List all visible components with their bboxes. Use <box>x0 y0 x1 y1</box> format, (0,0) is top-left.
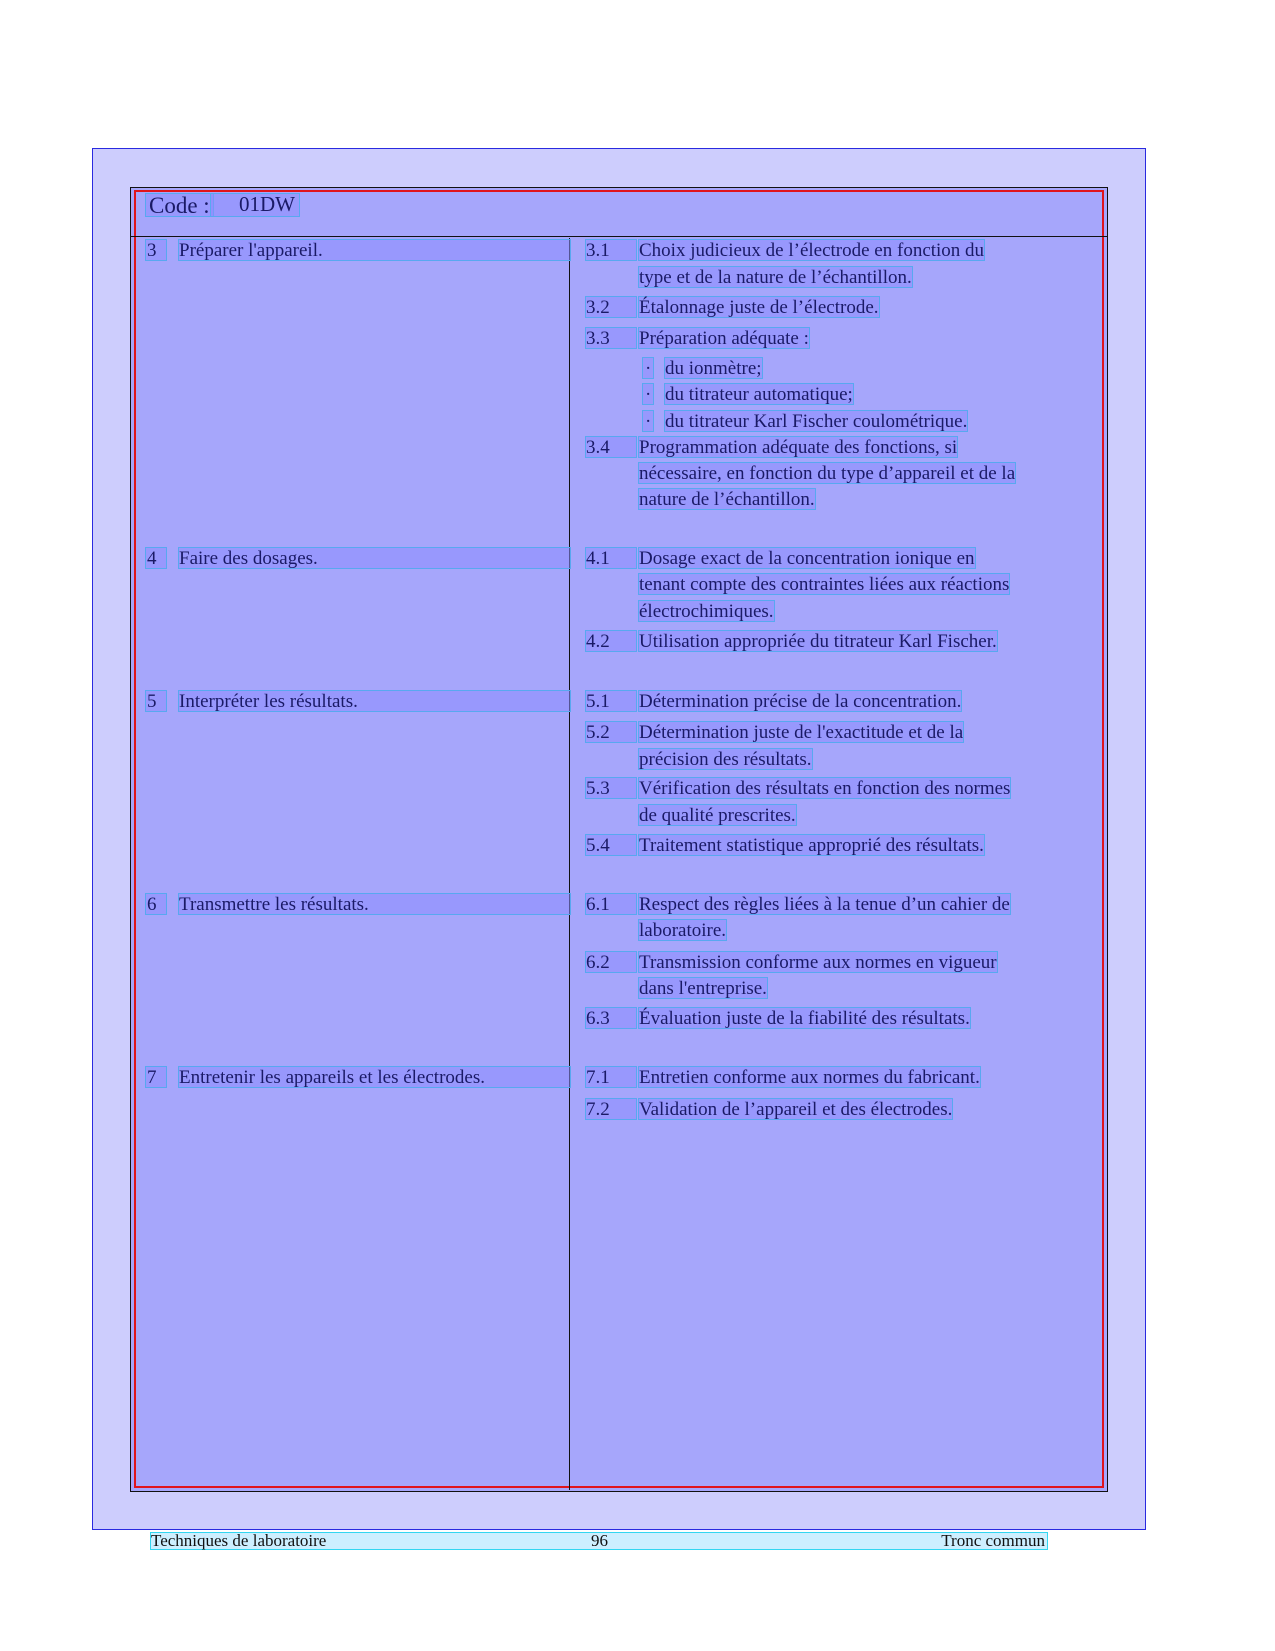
task-number: 3 <box>145 239 167 261</box>
criterion-number: 7.1 <box>585 1066 637 1088</box>
criterion-number: 4.1 <box>585 547 637 569</box>
code-value: 01DW <box>210 193 300 217</box>
criterion-text: Programmation adéquate des fonctions, si <box>639 437 958 458</box>
column-divider <box>569 238 570 1490</box>
criterion-text: Utilisation appropriée du titrateur Karl Fischer. <box>639 631 997 652</box>
bullet-icon: · <box>642 410 654 432</box>
footer-program-title: Techniques de laboratoire <box>151 1531 327 1550</box>
criterion-text: Préparation adéquate : <box>639 328 809 349</box>
criterion-number: 3.2 <box>585 296 637 318</box>
criterion-text: Détermination précise de la concentration. <box>639 691 962 712</box>
bullet-icon: · <box>642 383 654 405</box>
criterion-number: 6.3 <box>585 1007 637 1029</box>
task-number: 5 <box>145 690 167 712</box>
task-label: Entretenir les appareils et les électrodes. <box>178 1066 571 1088</box>
task-number: 7 <box>145 1066 167 1088</box>
criterion-text: Évaluation juste de la fiabilité des résultats. <box>639 1008 970 1029</box>
criterion-text: Validation de l’appareil et des électrodes. <box>639 1099 953 1120</box>
criterion-text: Entretien conforme aux normes du fabricant. <box>639 1067 980 1088</box>
criterion-text: Dosage exact de la concentration ionique en <box>639 548 975 569</box>
code-label: Code : <box>145 193 214 217</box>
criterion-text: Vérification des résultats en fonction des normes <box>639 778 1011 799</box>
page-footer <box>150 1532 1048 1550</box>
criterion-number: 4.2 <box>585 630 637 652</box>
criterion-text: Étalonnage juste de l’électrode. <box>639 297 879 318</box>
criterion-text: laboratoire. <box>639 920 727 941</box>
task-label: Transmettre les résultats. <box>178 893 571 915</box>
task-label: Faire des dosages. <box>178 547 571 569</box>
criterion-number: 3.1 <box>585 239 637 261</box>
criterion-number: 6.1 <box>585 893 637 915</box>
footer-section: Tronc commun <box>941 1531 1045 1550</box>
criterion-number: 6.2 <box>585 951 637 973</box>
bullet-item: du ionmètre; <box>665 358 762 379</box>
task-label: Préparer l'appareil. <box>178 239 571 261</box>
criterion-text: Choix judicieux de l’électrode en fonction du <box>639 240 985 261</box>
criterion-text: Traitement statistique approprié des résultats. <box>639 835 984 856</box>
criterion-text: nature de l’échantillon. <box>639 489 815 510</box>
criterion-text: Transmission conforme aux normes en vigueur <box>639 952 997 973</box>
task-label: Interpréter les résultats. <box>178 690 571 712</box>
criterion-text: précision des résultats. <box>639 749 812 770</box>
criterion-text: Détermination juste de l'exactitude et de la <box>639 722 964 743</box>
code-row-divider <box>130 236 1108 237</box>
criterion-text: dans l'entreprise. <box>639 978 767 999</box>
bullet-icon: · <box>642 357 654 379</box>
criterion-text: électrochimiques. <box>639 601 774 622</box>
criterion-number: 5.2 <box>585 721 637 743</box>
criterion-text: type et de la nature de l’échantillon. <box>639 267 912 288</box>
criterion-number: 5.1 <box>585 690 637 712</box>
criterion-text: nécessaire, en fonction du type d’appareil et de la <box>639 463 1016 484</box>
task-number: 6 <box>145 893 167 915</box>
criterion-number: 3.3 <box>585 327 637 349</box>
task-number: 4 <box>145 547 167 569</box>
criterion-text: Respect des règles liées à la tenue d’un cahier de <box>639 894 1010 915</box>
criterion-number: 3.4 <box>585 436 637 458</box>
criterion-number: 5.3 <box>585 777 637 799</box>
page-number: 96 <box>591 1531 608 1550</box>
criterion-text: tenant compte des contraintes liées aux réactions <box>639 574 1010 595</box>
bullet-item: du titrateur automatique; <box>665 384 853 405</box>
criterion-text: de qualité prescrites. <box>639 805 796 826</box>
criterion-number: 7.2 <box>585 1098 637 1120</box>
bullet-item: du titrateur Karl Fischer coulométrique. <box>665 411 968 432</box>
criterion-number: 5.4 <box>585 834 637 856</box>
